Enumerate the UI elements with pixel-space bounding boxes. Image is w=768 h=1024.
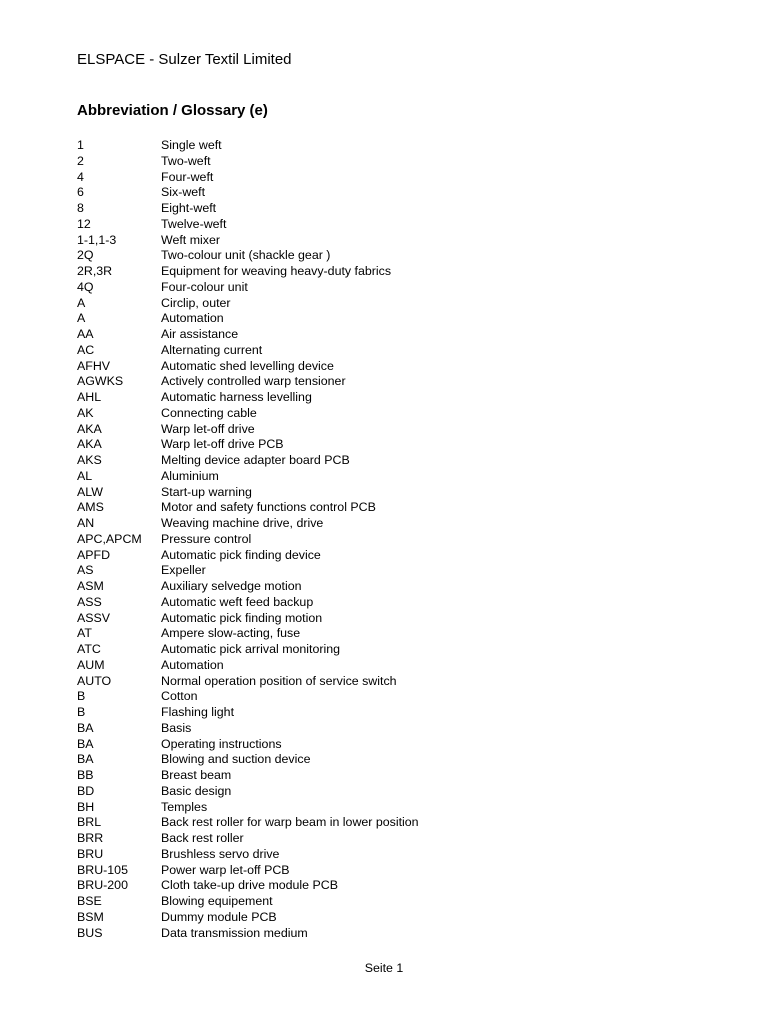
glossary-meaning: Blowing and suction device xyxy=(161,752,311,767)
glossary-meaning: Warp let-off drive PCB xyxy=(161,437,284,452)
glossary-abbreviation: 2 xyxy=(77,153,84,168)
glossary-abbreviation: AN xyxy=(77,516,95,530)
glossary-abbreviation: 2Q xyxy=(77,248,94,263)
glossary-meaning: Aluminium xyxy=(161,468,219,483)
glossary-meaning: Automation xyxy=(161,311,224,326)
glossary-entry xyxy=(77,485,697,501)
glossary-abbreviation: ASS xyxy=(77,594,102,609)
glossary-entry xyxy=(77,800,697,816)
glossary-entry xyxy=(77,233,697,249)
glossary-meaning: Flashing light xyxy=(161,705,235,719)
glossary-abbreviation: BRL xyxy=(77,815,102,830)
glossary-abbreviation: BSM xyxy=(77,909,104,924)
glossary-abbreviation: BRU-200 xyxy=(77,878,128,893)
glossary-meaning: Twelve-weft xyxy=(161,216,227,231)
glossary-entry xyxy=(77,280,697,296)
glossary-meaning: Brushless servo drive xyxy=(161,846,280,861)
glossary-entry xyxy=(77,170,697,186)
glossary-entry xyxy=(77,264,697,280)
glossary-meaning: Operating instructions xyxy=(161,736,282,751)
glossary-abbreviation: B xyxy=(77,689,86,704)
glossary-meaning: Cloth take-up drive module PCB xyxy=(161,878,338,893)
glossary-entry xyxy=(77,500,697,516)
glossary-meaning: Breast beam xyxy=(161,768,232,782)
glossary-abbreviation: BRR xyxy=(77,831,104,845)
glossary-abbreviation: 4Q xyxy=(77,279,94,294)
glossary-abbreviation: 4 xyxy=(77,169,84,184)
glossary-entry xyxy=(77,154,697,170)
glossary-meaning: Circlip, outer xyxy=(161,295,231,310)
glossary-abbreviation: A xyxy=(77,311,86,326)
glossary-entry xyxy=(77,516,697,532)
glossary-abbreviation: APC,APCM xyxy=(77,531,142,546)
glossary-abbreviation: B xyxy=(77,705,86,719)
glossary-meaning: Power warp let-off PCB xyxy=(161,862,290,877)
glossary-entry xyxy=(77,611,697,627)
glossary-meaning: Two-weft xyxy=(161,153,211,168)
glossary-entry xyxy=(77,658,697,674)
glossary-abbreviation: AS xyxy=(77,563,94,578)
glossary-abbreviation: AUTO xyxy=(77,673,112,688)
glossary-abbreviation: AT xyxy=(77,626,92,641)
glossary-abbreviation: 2R,3R xyxy=(77,264,113,278)
glossary-abbreviation: ASM xyxy=(77,579,104,593)
glossary-abbreviation: 8 xyxy=(77,201,84,215)
glossary-meaning: Basic design xyxy=(161,783,232,798)
glossary-meaning: Motor and safety functions control PCB xyxy=(161,500,376,515)
glossary-abbreviation: AA xyxy=(77,327,94,341)
glossary-entry xyxy=(77,469,697,485)
glossary-abbreviation: AK xyxy=(77,405,94,420)
glossary-abbreviation: BUS xyxy=(77,925,103,940)
glossary-meaning: Back rest roller xyxy=(161,831,244,845)
page-number: Seite 1 xyxy=(364,961,404,975)
glossary-title: Abbreviation / Glossary (e) xyxy=(77,102,268,119)
glossary-abbreviation: 1 xyxy=(77,138,84,152)
glossary-meaning: Connecting cable xyxy=(161,405,257,420)
glossary-abbreviation: BRU xyxy=(77,846,104,861)
glossary-abbreviation: AKS xyxy=(77,453,102,467)
glossary-entry xyxy=(77,721,697,737)
glossary-meaning: Eight-weft xyxy=(161,201,217,215)
glossary-meaning: Two-colour unit (shackle gear ) xyxy=(161,248,331,263)
glossary-entry xyxy=(77,390,697,406)
glossary-meaning: Automatic pick arrival monitoring xyxy=(161,642,341,656)
glossary-entry xyxy=(77,705,697,721)
glossary-entry xyxy=(77,548,697,564)
glossary-abbreviation: BH xyxy=(77,799,95,814)
glossary-entry xyxy=(77,217,697,233)
glossary-meaning: Air assistance xyxy=(161,327,239,341)
glossary-abbreviation: AC xyxy=(77,342,95,357)
glossary-entry xyxy=(77,579,697,595)
glossary-entry xyxy=(77,437,697,453)
glossary-entry xyxy=(77,453,697,469)
glossary-abbreviation: ASSV xyxy=(77,610,111,625)
glossary-entry xyxy=(77,847,697,863)
glossary-meaning: Automatic pick finding device xyxy=(161,547,321,562)
glossary-entry xyxy=(77,248,697,264)
glossary-meaning: Start-up warning xyxy=(161,484,252,499)
glossary-abbreviation: A xyxy=(77,295,86,310)
glossary-entry xyxy=(77,910,697,926)
glossary-abbreviation: BB xyxy=(77,768,94,782)
glossary-meaning: Temples xyxy=(161,799,208,814)
glossary-meaning: Equipment for weaving heavy-duty fabrics xyxy=(161,264,392,278)
glossary-abbreviation: BD xyxy=(77,783,95,798)
glossary-entry xyxy=(77,327,697,343)
glossary-meaning: Weaving machine drive, drive xyxy=(161,516,324,530)
glossary-abbreviation: 6 xyxy=(77,185,84,200)
glossary-entry xyxy=(77,831,697,847)
glossary-entry xyxy=(77,878,697,894)
glossary-meaning: Blowing equipement xyxy=(161,894,273,908)
glossary-entry xyxy=(77,863,697,879)
glossary-entry xyxy=(77,532,697,548)
glossary-abbreviation: AL xyxy=(77,468,93,483)
glossary-meaning: Automatic shed levelling device xyxy=(161,358,334,373)
glossary-entry xyxy=(77,926,697,942)
glossary-meaning: Expeller xyxy=(161,563,206,578)
glossary-entry xyxy=(77,674,697,690)
glossary-entry xyxy=(77,894,697,910)
glossary-meaning: Alternating current xyxy=(161,342,263,357)
glossary-abbreviation: ALW xyxy=(77,484,103,499)
glossary-entry xyxy=(77,768,697,784)
glossary-meaning: Ampere slow-acting, fuse xyxy=(161,626,301,641)
glossary-entry xyxy=(77,642,697,658)
glossary-abbreviation: AUM xyxy=(77,657,105,672)
glossary-entry xyxy=(77,784,697,800)
glossary-list xyxy=(77,138,697,941)
glossary-abbreviation: BA xyxy=(77,720,94,735)
glossary-entry xyxy=(77,343,697,359)
glossary-entry xyxy=(77,296,697,312)
glossary-meaning: Data transmission medium xyxy=(161,925,308,940)
glossary-meaning: Weft mixer xyxy=(161,232,220,247)
glossary-abbreviation: APFD xyxy=(77,547,111,562)
glossary-entry xyxy=(77,185,697,201)
glossary-entry xyxy=(77,374,697,390)
glossary-entry xyxy=(77,737,697,753)
company-header: ELSPACE - Sulzer Textil Limited xyxy=(77,51,292,68)
glossary-entry xyxy=(77,138,697,154)
glossary-meaning: Automatic weft feed backup xyxy=(161,594,314,609)
glossary-abbreviation: BA xyxy=(77,736,94,751)
glossary-abbreviation: AHL xyxy=(77,390,102,404)
glossary-abbreviation: 12 xyxy=(77,216,91,231)
glossary-abbreviation: AFHV xyxy=(77,358,111,373)
glossary-abbreviation: AKA xyxy=(77,421,102,436)
glossary-meaning: Pressure control xyxy=(161,531,252,546)
glossary-entry xyxy=(77,311,697,327)
glossary-entry xyxy=(77,595,697,611)
glossary-abbreviation: AKA xyxy=(77,437,102,452)
glossary-abbreviation: AGWKS xyxy=(77,374,124,389)
glossary-meaning: Four-weft xyxy=(161,169,214,184)
glossary-meaning: Automatic pick finding motion xyxy=(161,610,323,625)
glossary-entry xyxy=(77,406,697,422)
glossary-entry xyxy=(77,563,697,579)
glossary-meaning: Melting device adapter board PCB xyxy=(161,453,350,467)
glossary-entry xyxy=(77,422,697,438)
glossary-meaning: Four-colour unit xyxy=(161,279,248,294)
glossary-meaning: Dummy module PCB xyxy=(161,909,277,924)
glossary-meaning: Single weft xyxy=(161,138,222,152)
glossary-meaning: Auxiliary selvedge motion xyxy=(161,579,302,593)
glossary-meaning: Actively controlled warp tensioner xyxy=(161,374,346,389)
glossary-abbreviation: 1-1,1-3 xyxy=(77,232,117,247)
glossary-entry xyxy=(77,689,697,705)
glossary-meaning: Automatic harness levelling xyxy=(161,390,312,404)
glossary-meaning: Six-weft xyxy=(161,185,206,200)
glossary-entry xyxy=(77,201,697,217)
glossary-entry xyxy=(77,815,697,831)
glossary-entry xyxy=(77,359,697,375)
glossary-abbreviation: BSE xyxy=(77,894,102,908)
glossary-entry xyxy=(77,752,697,768)
glossary-entry xyxy=(77,626,697,642)
glossary-abbreviation: AMS xyxy=(77,500,104,515)
glossary-abbreviation: ATC xyxy=(77,642,101,656)
glossary-meaning: Cotton xyxy=(161,689,198,704)
glossary-abbreviation: BA xyxy=(77,752,94,767)
glossary-meaning: Automation xyxy=(161,657,224,672)
glossary-meaning: Warp let-off drive xyxy=(161,421,255,436)
glossary-meaning: Basis xyxy=(161,720,192,735)
glossary-meaning: Normal operation position of service switch xyxy=(161,673,397,688)
glossary-abbreviation: BRU-105 xyxy=(77,862,128,877)
glossary-meaning: Back rest roller for warp beam in lower position xyxy=(161,815,419,830)
